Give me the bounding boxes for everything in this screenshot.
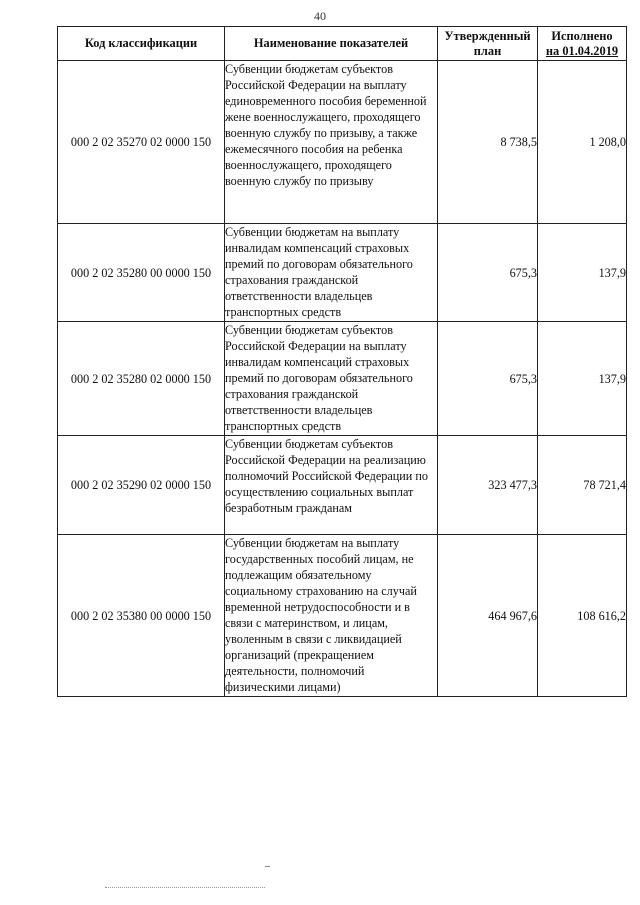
- row-plan: 675,3: [438, 322, 538, 436]
- column-header-executed: [538, 27, 627, 61]
- row-plan: 323 477,3: [438, 436, 538, 535]
- row-name: Субвенции бюджетам субъектов Российской Федерации на выплату единовременного пособия беременной жене военнослужащего, проходящего военную службу по призыву, а также ежемесячного пособия на ребенка военнослужащего, проходящего военную службу по призыву: [225, 61, 438, 224]
- row-name: Субвенции бюджетам субъектов Российской Федерации на выплату инвалидам компенсаций страховых премий по договорам обязательного страхования гражданской ответственности владельцев транспортных средств: [225, 322, 438, 436]
- column-header-plan: [438, 27, 538, 61]
- budget-table: [57, 26, 627, 697]
- row-executed: 108 616,2: [538, 535, 627, 697]
- row-plan: 675,3: [438, 224, 538, 322]
- row-executed: 78 721,4: [538, 436, 627, 535]
- row-name: Субвенции бюджетам на выплату инвалидам компенсаций страховых премий по договорам обязательного страхования гражданской ответственности владельцев транспортных средств: [225, 224, 438, 322]
- column-header-name-label: Наименование показателей: [253, 36, 409, 50]
- row-code: 000 2 02 35280 00 0000 150: [58, 224, 225, 322]
- row-code: 000 2 02 35290 02 0000 150: [58, 436, 225, 535]
- column-header-executed-line2: на 01.04.2019: [545, 43, 619, 58]
- table-row: [58, 61, 627, 224]
- table-row: [58, 436, 627, 535]
- table-header-row: [58, 27, 627, 61]
- scan-artifact: [265, 866, 270, 867]
- row-code: 000 2 02 35270 02 0000 150: [58, 61, 225, 224]
- table-row: [58, 535, 627, 697]
- table-row: [58, 224, 627, 322]
- column-header-executed-line1: Исполнено: [551, 28, 613, 43]
- column-header-code: [58, 27, 225, 61]
- page-number: 40: [314, 9, 326, 23]
- row-plan: 8 738,5: [438, 61, 538, 224]
- row-code: 000 2 02 35380 00 0000 150: [58, 535, 225, 697]
- row-name: Субвенции бюджетам на выплату государственных пособий лицам, не подлежащим обязательному социальному страхованию на случай временной нетрудоспособности и в связи с материнством, и лицам, уволенным в связи с ликвидацией организаций (прекращением деятельности, полномочий физическими лицами): [225, 535, 438, 697]
- row-executed: 137,9: [538, 224, 627, 322]
- scan-footer-artifact: [105, 887, 265, 890]
- row-executed: 1 208,0: [538, 61, 627, 224]
- table-row: [58, 322, 627, 436]
- column-header-code-label: Код классификации: [84, 36, 198, 50]
- row-executed: 137,9: [538, 322, 627, 436]
- column-header-plan-line1: Утвержденный: [444, 28, 531, 43]
- column-header-name: [225, 27, 438, 61]
- row-name: Субвенции бюджетам субъектов Российской Федерации на реализацию полномочий Российской Федерации по осуществлению социальных выплат безработным гражданам: [225, 436, 438, 535]
- column-header-plan-line2: план: [473, 43, 502, 58]
- row-plan: 464 967,6: [438, 535, 538, 697]
- row-code: 000 2 02 35280 02 0000 150: [58, 322, 225, 436]
